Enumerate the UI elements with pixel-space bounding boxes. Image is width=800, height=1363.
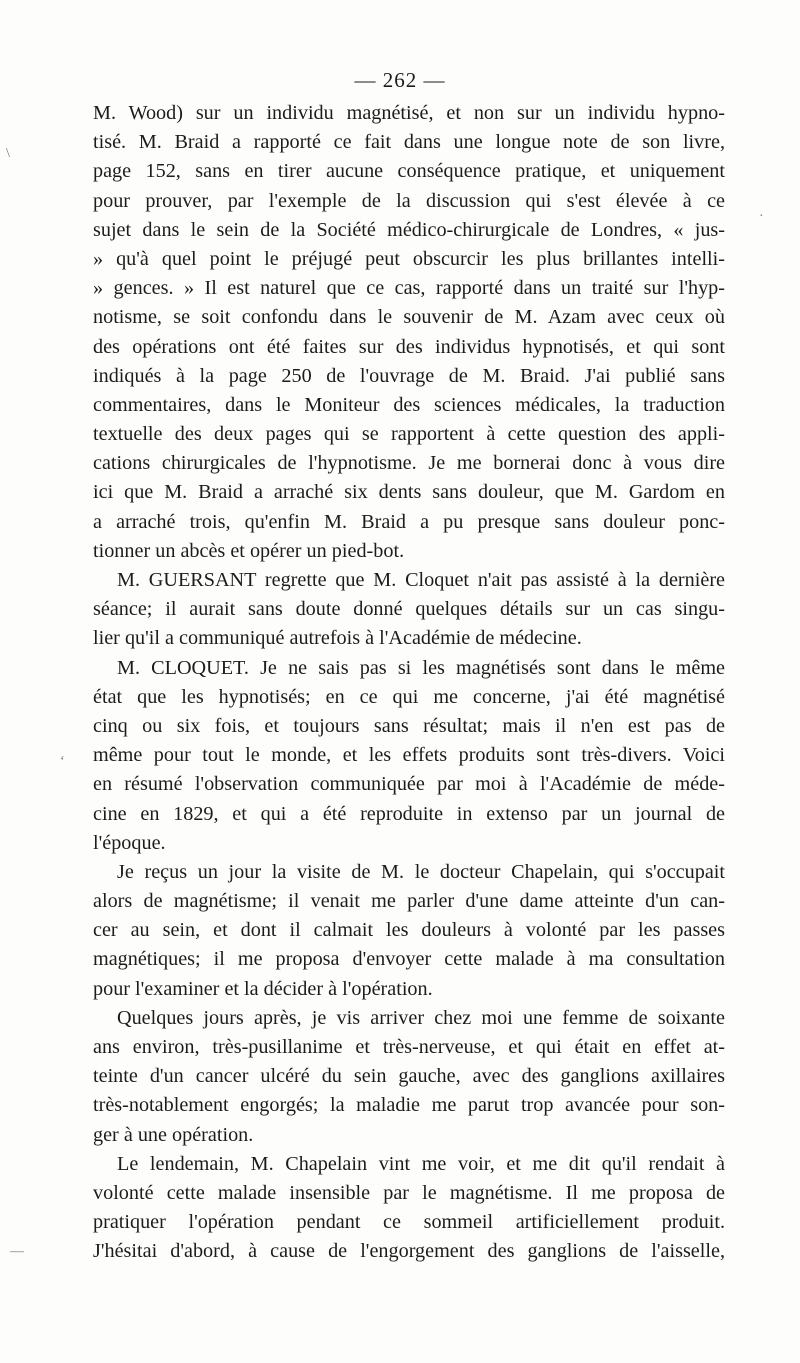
text-line: page 152, sans en tirer aucune conséquence pratique, et uniquement [93,160,725,183]
text-line: ans environ, très-pusillanime et très-nerveuse, et qui était en effet at- [93,1036,725,1058]
text-line: l'époque. [93,831,166,854]
body-text [93,99,725,1267]
text-line: » qu'à quel point le préjugé peut obscurcir les plus brillantes intelli- [93,247,725,270]
text-line: tionner un abcès et opérer un pied-bot. [93,539,405,562]
text-line: pour l'examiner et la décider à l'opération. [93,977,433,1000]
text-line: Je reçus un jour la visite de M. le docteur Chapelain, qui s'occupait [117,860,725,883]
text-line: volonté cette malade insensible par le magnétisme. Il me proposa de [93,1181,725,1204]
text-line: des opérations ont été faites sur des individus hypnotisés, et qui sont [93,335,725,358]
text-line: en résumé l'observation communiquée par moi à l'Académie de méde- [93,773,725,796]
text-line: état que les hypnotisés; en ce qui me concerne, j'ai été magnétisé [93,685,725,708]
text-line: pratiquer l'opération pendant ce sommeil artificiellement produit. [93,1211,725,1234]
text-line: lier qu'il a communiqué autrefois à l'Académie de médecine. [93,627,582,650]
text-line: indiqués à la page 250 de l'ouvrage de M. Braid. J'ai publié sans [93,364,725,387]
text-line: notisme, se soit confondu dans le souvenir de M. Azam avec ceux où [93,306,725,329]
text-line: a arraché trois, qu'enfin M. Braid a pu presque sans douleur ponc- [93,510,725,533]
text-line: très-notablement engorgés; la maladie me parut trop avancée pour son- [93,1094,725,1117]
text-line: M. GUERSANT regrette que M. Cloquet n'ait pas assisté à la dernière [117,569,725,591]
text-line: tisé. M. Braid a rapporté ce fait dans une longue note de son livre, [93,131,725,154]
page-number: — 262 — [354,68,446,92]
text-line: Le lendemain, M. Chapelain vint me voir, et me dit qu'il rendait à [117,1152,725,1175]
margin-mark-icon: ‘ [60,754,65,769]
text-line: J'hésitai d'abord, à cause de l'engorgement des ganglions de l'aisselle, [93,1240,725,1263]
text-line: » gences. » Il est naturel que ce cas, rapporté dans un traité sur l'hyp- [93,277,725,300]
text-line: teinte d'un cancer ulcéré du sein gauche, avec des ganglions axillaires [93,1065,725,1088]
margin-mark-icon: · [759,209,764,224]
margin-mark-icon: \ [6,146,10,161]
text-line: textuelle des deux pages qui se rapportent à cette question des appli- [93,423,725,446]
text-line: ici que M. Braid a arraché six dents sans douleur, que M. Gardom en [93,481,725,504]
text-line: ger à une opération. [93,1123,254,1146]
text-line: cer au sein, et dont il calmait les douleurs à volonté par les passes [93,919,725,942]
text-line: pour prouver, par l'exemple de la discussion qui s'est élevée à ce [93,189,725,212]
text-line: magnétiques; il me proposa d'envoyer cette malade à ma consultation [93,948,725,971]
text-line: cinq ou six fois, et toujours sans résultat; mais il n'en est pas de [93,714,725,737]
text-line: cations chirurgicales de l'hypnotisme. Je me bornerai donc à vous dire [93,452,725,475]
text-line: commentaires, dans le Moniteur des sciences médicales, la traduction [93,393,725,416]
text-line: Quelques jours après, je vis arriver chez moi une femme de soixante [117,1006,725,1029]
text-line: M. CLOQUET. Je ne sais pas si les magnétisés sont dans le même [117,656,725,679]
margin-mark-icon: — [10,1244,24,1259]
text-line: cine en 1829, et qui a été reproduite in extenso par un journal de [93,802,725,825]
text-line: alors de magnétisme; il venait me parler d'une dame atteinte d'un can- [93,890,725,913]
text-line: même pour tout le monde, et les effets produits sont très-divers. Voici [93,744,725,767]
text-line: séance; il aurait sans doute donné quelques détails sur un cas singu- [93,598,725,621]
text-line: sujet dans le sein de la Société médico-chirurgicale de Londres, « jus- [93,218,725,241]
text-line: M. Wood) sur un individu magnétisé, et non sur un individu hypno- [93,102,725,124]
